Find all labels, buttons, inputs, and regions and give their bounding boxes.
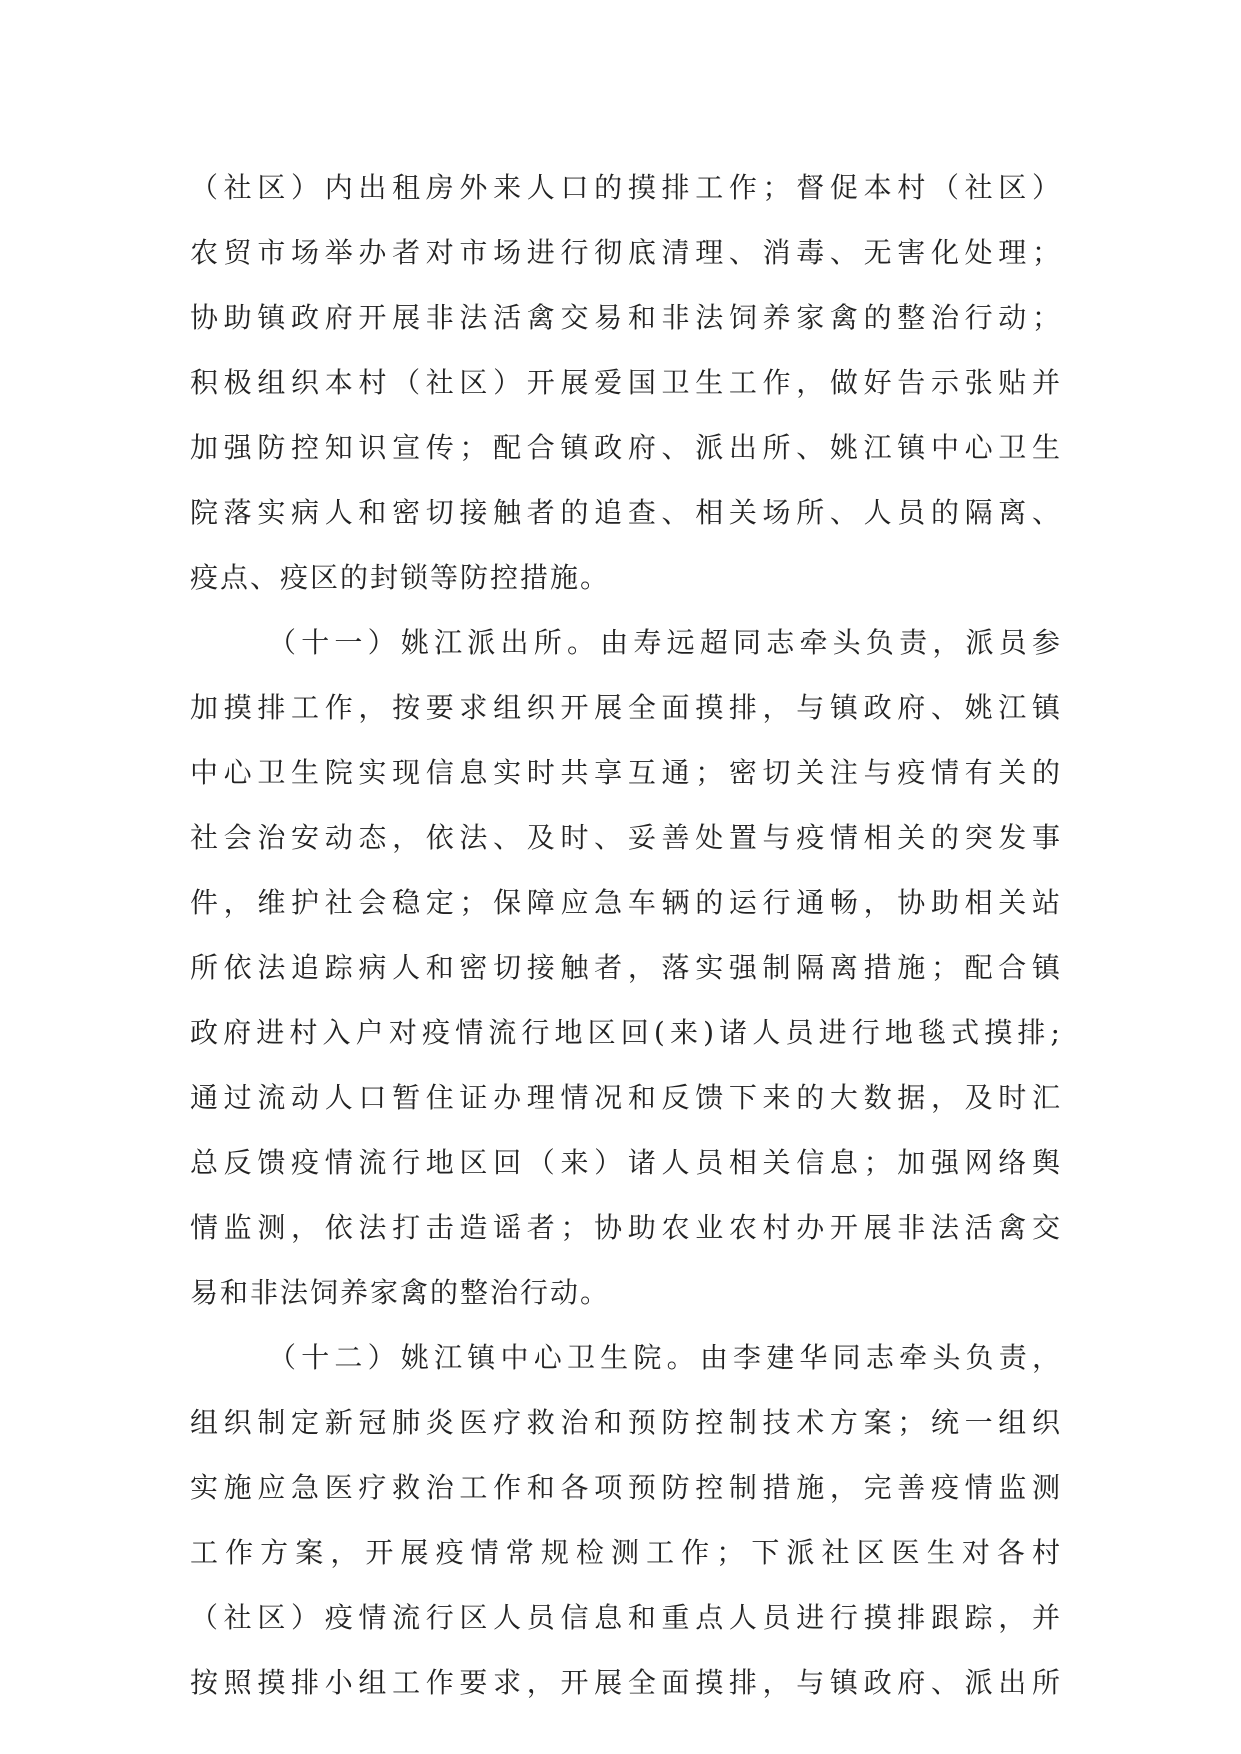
text-line: 协助镇政府开展非法活禽交易和非法饲养家禽的整治行动；: [190, 301, 1062, 334]
text-line: 农贸市场举办者对市场进行彻底清理、消毒、无害化处理；: [190, 236, 1062, 269]
text-line: 情监测，依法打击造谣者；协助农业农村办开展非法活禽交: [190, 1211, 1062, 1244]
text-line: 组织制定新冠肺炎医疗救治和预防控制技术方案；统一组织: [190, 1406, 1062, 1439]
text-line: 积极组织本村（社区）开展爱国卫生工作，做好告示张贴并: [190, 366, 1062, 399]
text-line: （社区）疫情流行区人员信息和重点人员进行摸排跟踪，并: [190, 1601, 1062, 1634]
text-line: 按照摸排小组工作要求，开展全面摸排，与镇政府、派出所: [190, 1666, 1062, 1699]
text-line: 加强防控知识宣传；配合镇政府、派出所、姚江镇中心卫生: [190, 431, 1062, 464]
text-line: 疫点、疫区的封锁等防控措施。: [190, 561, 611, 594]
text-line: 易和非法饲养家禽的整治行动。: [190, 1276, 611, 1309]
text-line: 所依法追踪病人和密切接触者，落实强制隔离措施；配合镇: [190, 951, 1062, 984]
text-line: 工作方案，开展疫情常规检测工作；下派社区医生对各村: [190, 1536, 1062, 1569]
text-line: 实施应急医疗救治工作和各项预防控制措施，完善疫情监测: [190, 1471, 1062, 1504]
section-heading-line: （十一）姚江派出所。由寿远超同志牵头负责，派员参: [268, 626, 1062, 659]
text-line: 社会治安动态，依法、及时、妥善处置与疫情相关的突发事: [190, 821, 1062, 854]
document-body: [190, 155, 1062, 1715]
section-heading-line: （十二）姚江镇中心卫生院。由李建华同志牵头负责，: [268, 1341, 1062, 1374]
text-line: 总反馈疫情流行地区回（来）诸人员相关信息；加强网络舆: [190, 1146, 1062, 1179]
text-line: （社区）内出租房外来人口的摸排工作；督促本村（社区）: [190, 171, 1062, 204]
text-line: 加摸排工作，按要求组织开展全面摸排，与镇政府、姚江镇: [190, 691, 1062, 724]
text-line: 中心卫生院实现信息实时共享互通；密切关注与疫情有关的: [190, 756, 1062, 789]
text-line: 通过流动人口暂住证办理情况和反馈下来的大数据，及时汇: [190, 1081, 1062, 1114]
text-line: 政府进村入户对疫情流行地区回(来)诸人员进行地毯式摸排;: [190, 1016, 1062, 1049]
text-line: 件，维护社会稳定；保障应急车辆的运行通畅，协助相关站: [190, 886, 1062, 919]
text-line: 院落实病人和密切接触者的追查、相关场所、人员的隔离、: [190, 496, 1062, 529]
